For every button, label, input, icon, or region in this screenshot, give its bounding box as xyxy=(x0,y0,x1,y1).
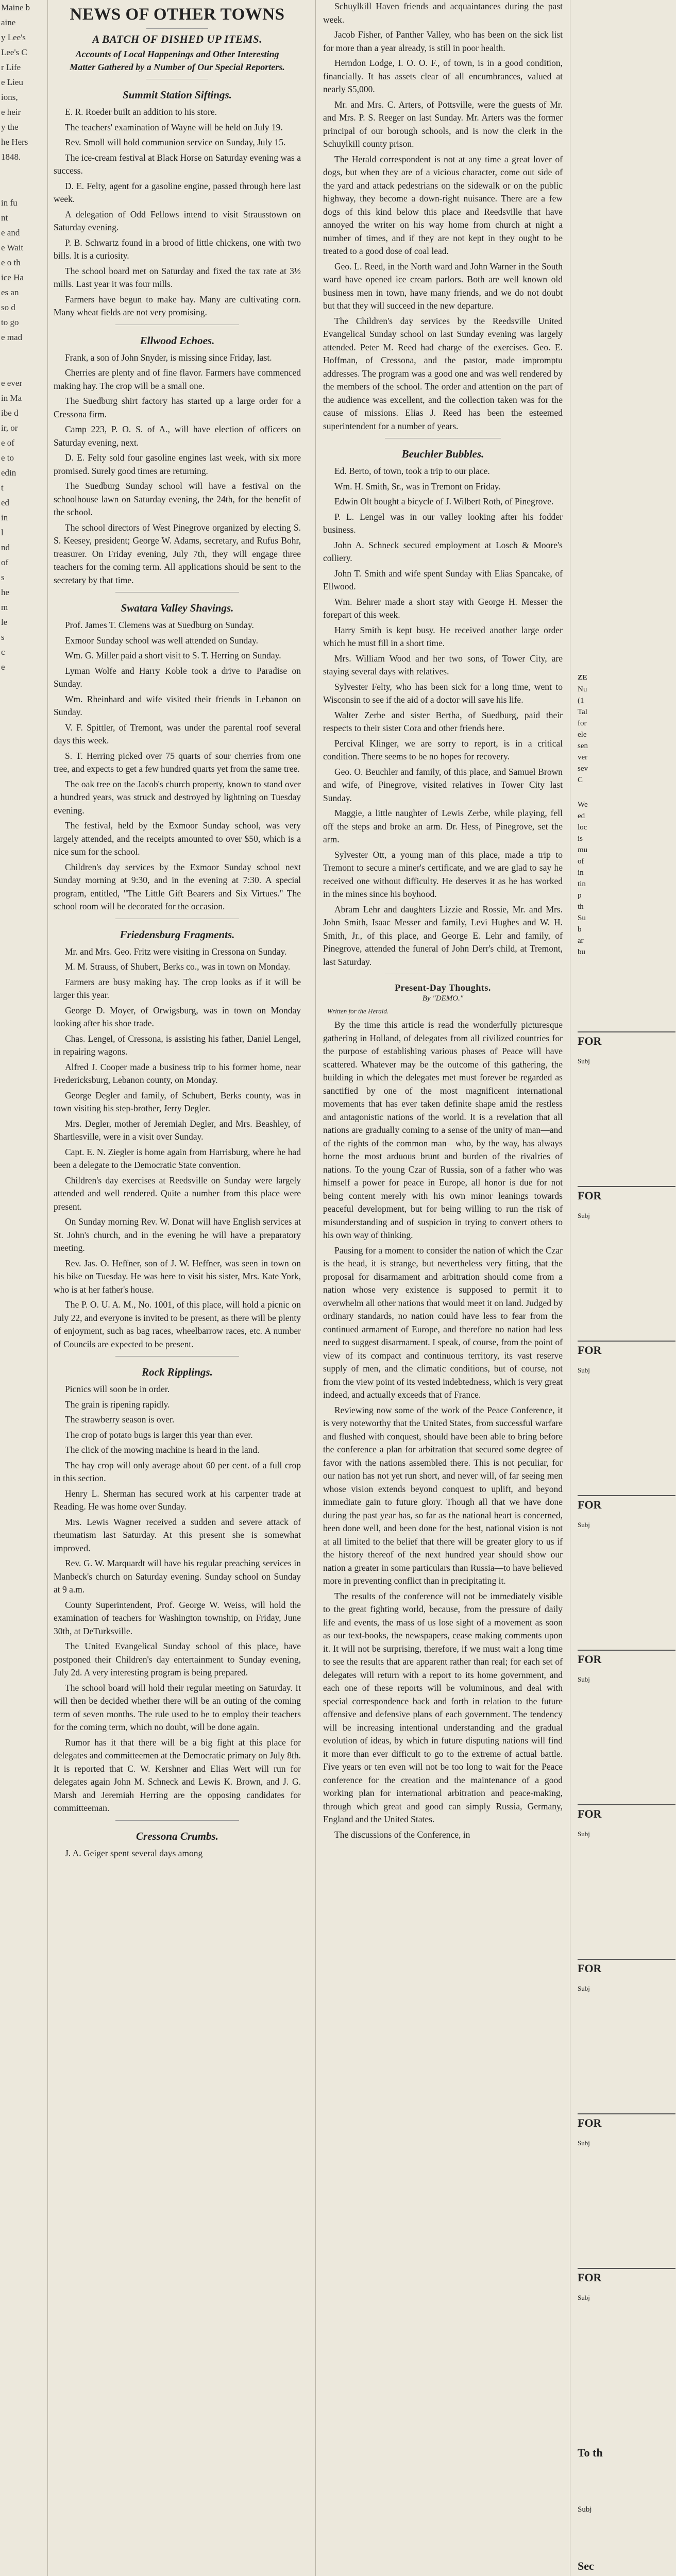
edge-fragment: he xyxy=(1,587,10,597)
cropped-text: (1 xyxy=(578,697,584,705)
notice-rule xyxy=(578,2113,675,2114)
column-3-cropped xyxy=(570,0,676,2576)
notice-subject: Subj xyxy=(578,1830,590,1838)
article-paragraph: The results of the conference will not be immediately visible to the great fighting world, because, from the pressure of daily life and events, the mass of us lose sight of a movement as soon as our text-books, the newspapers, cease making comments upon it. It will not be surprising, therefore, if we must wait a long time to see the results that are apparent rather than real; for each set of delegates will return with a report to its home government, and each one of these reports will be voluminous, and deal with special correspondence back and forth in relation to the future offensive and defensive plans of each government. The tendency will be increasing intentional understanding and the gradual evolution of ideas, by which in future disputing nations will find it more than ever difficult to go to the extreme of actual battle. Five years or ten even will not be too long to wait for the Peace conference for the creation and the maintenance of a good working plan for international arbitration and peace-making, through which great and good can simply Russia, Germany, England and the United States. xyxy=(323,1590,563,1824)
news-item: Herndon Lodge, I. O. O. F., of town, is in a good condition, financially. It has assets clear of all encumbrances, valued at nearly $5,000. xyxy=(323,58,563,94)
edge-fragment: l xyxy=(1,528,4,537)
cropped-text: To th xyxy=(578,2447,603,2459)
notice-heading: FOR xyxy=(578,1654,602,1665)
edge-fragment: c xyxy=(1,647,5,657)
news-item: Edwin Olt bought a bicycle of J. Wilbert Roth, of Pinegrove. xyxy=(334,496,554,506)
cropped-text: We xyxy=(578,801,588,809)
notice-rule xyxy=(578,1341,675,1342)
cropped-text: Su xyxy=(578,914,586,922)
news-item: Walter Zerbe and sister Bertha, of Suedburg, paid their respects to their sister Cora and other friends here. xyxy=(323,709,563,733)
news-item: Henry L. Sherman has secured work at his carpenter trade at Reading. He was home over Sunday. xyxy=(54,1488,301,1512)
news-item: The strawberry season is over. xyxy=(65,1414,175,1425)
news-item: On Sunday morning Rev. W. Donat will have English services at St. John's church, and in the evening he will have a preparatory meeting. xyxy=(54,1216,301,1253)
edge-fragment: ice Ha xyxy=(1,273,24,282)
news-item: E. R. Roeder built an addition to his store. xyxy=(65,107,217,117)
previous-column-edge xyxy=(0,0,48,2576)
notice-heading: FOR xyxy=(578,1345,602,1356)
cropped-text: sev xyxy=(578,765,588,773)
news-item: Prof. James T. Clemens was at Suedburg on Sunday. xyxy=(65,620,254,630)
article-paragraph: The discussions of the Conference, in xyxy=(334,1829,470,1840)
news-item: The oak tree on the Jacob's church property, known to stand over a hundred years, was struck and destroyed by lightning on Tuesday evening. xyxy=(54,778,301,816)
news-item: Children's day exercises at Reedsville on Sunday were largely attended and well rendered. Quite a number from this place were present. xyxy=(54,1175,301,1212)
cropped-text: bu xyxy=(578,948,585,956)
news-item: Maggie, a little naughter of Lewis Zerbe, while playing, fell off the steps and broke an arm. Dr. Hess, of Pinegrove, set the arm. xyxy=(323,808,563,844)
edge-fragment: in Ma xyxy=(1,393,22,403)
news-item: Rumor has it that there will be a big fight at this place for delegates and committeemen at the Democratic primary on July 8th. It is reported that C. W. Kershner and Elias Wert will run for delegates again John M. Schneck and Lewis K. Brown, and J. G. Marsh and Jeremiah Herring are the opposing candidates for committeeman. xyxy=(54,1737,301,1813)
news-item: Capt. E. N. Ziegler is home again from Harrisburg, where he had been a delegate to the Democratic State convention. xyxy=(54,1146,301,1170)
news-item: S. T. Herring picked over 75 quarts of sour cherries from one tree, and expects to get a few hundred quarts yet from the same tree. xyxy=(54,750,301,774)
section-heading: Friedensburg Fragments. xyxy=(120,928,235,941)
news-item: D. E. Felty, agent for a gasoline engine, passed through here last week. xyxy=(54,180,301,204)
cropped-text: ed xyxy=(578,812,585,820)
section-heading: Beuchler Bubbles. xyxy=(401,448,484,460)
edge-fragment: e and xyxy=(1,228,20,238)
section-heading: Swatara Valley Shavings. xyxy=(121,602,234,614)
article-byline: By "DEMO." xyxy=(422,994,464,1003)
news-item: Harry Smith is kept busy. He received another large order which he must fill in a short time. xyxy=(323,624,563,648)
news-item: The school directors of West Pinegrove organized by electing S. S. Keesey, president; George W. Adams, secretary, and Rufus Bohr, treasurer. On Friday evening, July 7th, they will engage three teachers for the coming term. All applications should be sent to the secretary by that time. xyxy=(54,522,301,585)
edge-fragment: t xyxy=(1,483,4,493)
edge-fragment: aine xyxy=(1,18,16,27)
article-body xyxy=(323,1019,563,1841)
edge-fragment: e xyxy=(1,662,5,672)
news-item: George Degler and family, of Schubert, Berks county, was in town visiting his step-brother, Jerry Degler. xyxy=(54,1090,301,1113)
cropped-text: is xyxy=(578,835,583,843)
cropped-text: C xyxy=(578,776,583,784)
news-item: Rev. Jas. O. Heffner, son of J. W. Heffner, was seen in town on his bike on Tuesday. He was here to visit his sister, Mrs. Kate York, who is at her father's house. xyxy=(54,1258,301,1295)
news-item: J. A. Geiger spent several days among xyxy=(65,1848,203,1858)
news-item: Sylvester Felty, who has been sick for a long time, went to Wisconsin to see if the aid of a doctor will save his life. xyxy=(323,681,563,705)
news-item: Camp 223, P. O. S. of A., will have election of officers on Saturday evening, next. xyxy=(54,424,301,448)
news-item: The teachers' examination of Wayne will be held on July 19. xyxy=(65,122,283,132)
news-item: Mr. and Mrs. Geo. Fritz were visiting in Cressona on Sunday. xyxy=(65,946,287,957)
headline-deck: Accounts of Local Happenings and Other Interesting Matter Gathered by a Number of Our Special Reporters. xyxy=(70,49,285,72)
cropped-text: ele xyxy=(578,731,587,739)
news-item: The United Evangelical Sunday school of this place, have postponed their Children's day entertainment to Sunday evening, July 2d. A very interesting program is being prepared. xyxy=(54,1641,301,1677)
cropped-text: of xyxy=(578,857,584,866)
cropped-text: mu xyxy=(578,846,588,854)
news-item: Mrs. Degler, mother of Jeremiah Degler, and Mrs. Beashley, of Shartlesville, were in a visit over Sunday. xyxy=(54,1118,301,1142)
edge-fragment: in fu xyxy=(1,198,18,208)
news-item: The grain is ripening rapidly. xyxy=(65,1399,170,1410)
news-item: Wm. Behrer made a short stay with George H. Messer the forepart of this week. xyxy=(323,596,563,620)
notice-rule xyxy=(578,1186,675,1187)
notice-heading: FOR xyxy=(578,2117,602,2129)
edge-fragment: Maine b xyxy=(1,3,30,12)
edge-fragment: e Wait xyxy=(1,243,24,252)
cropped-text: th xyxy=(578,903,584,911)
news-item: The P. O. U. A. M., No. 1001, of this place, will hold a picnic on July 22, and everyone is invited to be present, as there will be plenty of enjoyment, such as bag races, wheelbarrow races, etc. A number of Councils are expected to be present. xyxy=(54,1299,301,1349)
edge-fragment: ir, or xyxy=(1,423,18,433)
news-item: Children's day services by the Exmoor Sunday school next Sunday morning at 9:30, and in the evening at 7:30. A special program, entitled, "The Little Gift Bearers and Six Virtues." The school room will be decorated for the occasion. xyxy=(54,861,301,911)
notice-rule xyxy=(578,2268,675,2269)
cropped-text: Nu xyxy=(578,685,587,693)
edge-fragment: s xyxy=(1,632,5,642)
news-item: Jacob Fisher, of Panther Valley, who has been on the sick list for more than a year already, is still in poor health. xyxy=(323,29,563,53)
divider xyxy=(115,1356,239,1357)
news-item: Wm. Rheinhard and wife visited their friends in Lebanon on Sunday. xyxy=(54,693,301,717)
notice-subject: Subj xyxy=(578,1057,590,1065)
news-item: The Suedburg Sunday school will have a festival on the schoolhouse lawn on Saturday evening, the 24th, for the benefit of the school. xyxy=(54,481,301,517)
edge-fragment: so d xyxy=(1,302,15,312)
news-item: Alfred J. Cooper made a business trip to his former home, near Fredericksburg, Lebanon county, on Monday. xyxy=(54,1061,301,1085)
cropped-text: ar xyxy=(578,937,584,945)
notice-rule xyxy=(578,1650,675,1651)
news-item: Frank, a son of John Snyder, is missing since Friday, last. xyxy=(65,352,272,363)
edge-fragment: ed xyxy=(1,498,10,507)
edge-fragment: e heir xyxy=(1,107,21,117)
cropped-text: b xyxy=(578,925,582,934)
news-item: The school board met on Saturday and fixed the tax rate at 3½ mills. Last year it was four mills. xyxy=(54,265,301,289)
edge-fragment: e ever xyxy=(1,378,23,388)
page-masthead: NEWS OF OTHER TOWNS xyxy=(70,5,285,24)
cropped-text: Tal xyxy=(578,708,587,716)
news-item: Percival Klinger, we are sorry to report, is in a critical condition. There seems to be no hopes for recovery. xyxy=(323,738,563,761)
cropped-text: loc xyxy=(578,823,587,832)
news-item: Farmers are busy making hay. The crop looks as if it will be larger this year. xyxy=(54,976,301,1000)
notice-rule xyxy=(578,1959,675,1960)
news-item: A delegation of Odd Fellows intend to visit Strausstown on Saturday evening. xyxy=(54,209,301,232)
notice-heading: FOR xyxy=(578,1190,602,1201)
edge-fragment: Lee's C xyxy=(1,47,27,57)
notice-heading: FOR xyxy=(578,1808,602,1820)
edge-fragment: e to xyxy=(1,453,14,463)
section-heading: Ellwood Echoes. xyxy=(140,334,215,347)
edge-fragment: e mad xyxy=(1,332,23,342)
notice-rule xyxy=(578,1031,675,1032)
news-item: V. F. Spittler, of Tremont, was under the parental roof several days this week. xyxy=(54,722,301,745)
news-item: The hay crop will only average about 60 per cent. of a full crop in this section. xyxy=(54,1460,301,1483)
edge-fragment: of xyxy=(1,557,9,567)
news-item: D. E. Felty sold four gasoline engines last week, with six more promised. Surely good times are returning. xyxy=(54,452,301,476)
notice-subject: Subj xyxy=(578,1521,590,1529)
news-item: The Suedburg shirt factory has started up a large order for a Cressona firm. xyxy=(54,396,301,419)
edge-fragment: ibe d xyxy=(1,408,19,418)
news-item: John A. Schneck secured employment at Losch & Moore's colliery. xyxy=(323,539,563,563)
notice-subject: Subj xyxy=(578,2139,590,2147)
news-item: County Superintendent, Prof. George W. Weiss, will hold the examination of teachers for Washington township, on Friday, June 30th, at DeTurksville. xyxy=(54,1599,301,1636)
news-item: Rev. Smoll will hold communion service on Sunday, July 15. xyxy=(65,137,286,147)
edge-fragment: s xyxy=(1,572,5,582)
edge-fragment: m xyxy=(1,602,8,612)
notice-subject: Subj xyxy=(578,1366,590,1374)
edge-fragment: y Lee's xyxy=(1,32,26,42)
news-item: Rev. G. W. Marquardt will have his regular preaching services in Manbeck's church on Saturday evening. Sunday school on Sunday at 9 a.m. xyxy=(54,1558,301,1595)
news-item: M. M. Strauss, of Shubert, Berks co., was in town on Monday. xyxy=(65,961,291,972)
edge-fragment: he Hers xyxy=(1,137,28,147)
news-item: Chas. Lengel, of Cressona, is assisting his father, Daniel Lengel, in repairing wagons. xyxy=(54,1033,301,1057)
news-item: Cherries are plenty and of fine flavor. Farmers have commenced making hay. The crop will be a small one. xyxy=(54,367,301,391)
edge-fragment: in xyxy=(1,513,8,522)
edge-fragment: r Life xyxy=(1,62,21,72)
cropped-text: Sec xyxy=(578,2561,594,2572)
news-item: John T. Smith and wife spent Sunday with Elias Spancake, of Ellwood. xyxy=(323,568,563,591)
cropped-text: sen xyxy=(578,742,588,750)
news-item: The ice-cream festival at Black Horse on Saturday evening was a success. xyxy=(54,152,301,176)
news-item: Mr. and Mrs. C. Arters, of Pottsville, were the guests of Mr. and Mrs. P. S. Reeger on last Sunday. Mr. Arters was the former principal of our borough schools, and is now the clerk in the Schuylkill county prison. xyxy=(323,99,563,149)
edge-fragment: es an xyxy=(1,287,19,297)
spacer xyxy=(0,164,47,195)
divider xyxy=(115,1820,239,1821)
article-title: Present-Day Thoughts. xyxy=(395,982,491,993)
article-credit: Written for the Herald. xyxy=(327,1007,389,1015)
news-item: Sylvester Ott, a young man of this place, made a trip to Tremont to secure a miner's certificate, and we are glad to say he received one without difficulty. He deserves it as he has worked in the mines since his boyhood. xyxy=(323,849,563,899)
edge-fragment: e of xyxy=(1,438,14,448)
notice-subject: Subj xyxy=(578,1675,590,1683)
news-item: Mrs. Lewis Wagner received a sudden and severe attack of rheumatism last Saturday. At this present she is somewhat improved. xyxy=(54,1516,301,1553)
spacer xyxy=(0,345,47,376)
notice-rule xyxy=(578,1495,675,1496)
cropped-text: Subj xyxy=(578,2505,592,2514)
edge-fragment: edin xyxy=(1,468,16,478)
edge-fragment: nd xyxy=(1,543,10,552)
news-item: Exmoor Sunday school was well attended on Sunday. xyxy=(65,635,259,646)
news-item: Schuylkill Haven friends and acquaintances during the past week. xyxy=(323,1,563,25)
edge-fragment: le xyxy=(1,617,8,627)
column-2 xyxy=(315,0,563,2576)
column-1 xyxy=(54,0,301,2576)
edge-fragment: nt xyxy=(1,213,8,223)
news-item: Wm. H. Smith, Sr., was in Tremont on Friday. xyxy=(334,481,501,492)
notice-subject: Subj xyxy=(578,2294,590,2301)
news-item: George D. Moyer, of Orwigsburg, was in town on Monday looking after his shoe trade. xyxy=(54,1005,301,1028)
edge-fragment: 1848. xyxy=(1,152,21,162)
news-item: P. L. Lengel was in our valley looking after his fodder business. xyxy=(323,511,563,535)
col2-lead-paras xyxy=(323,0,563,433)
news-item: The click of the mowing machine is heard in the land. xyxy=(65,1445,260,1455)
notice-heading: FOR xyxy=(578,1963,602,1974)
article-paragraph: Reviewing now some of the work of the Peace Conference, it is very noteworthy that the United States, from successful warfare and flushed with conquest, should have been able to bring before the conference a plan for arbitration that secured some degree of favor with the nations assembled there. This is not peculiar, for our nation has not yet run short, and never will, of far seeing men whose vision extends beyond conquest to uplift, and beyond immediate gain to future glory. Though all that we have done during the past year has, so far as the national heart is concerned, been done well, and been done for the best, national vision is not at all limited to the belief that there will be greater glory to us if the history thereof of the next hundred year should show our nation a greater in some particulars than Russia—to have believed more in preventing conflict than in precipitating it. xyxy=(323,1404,563,1586)
cropped-text: in xyxy=(578,869,584,877)
cropped-text: ZE xyxy=(578,674,587,682)
col2-sections xyxy=(323,448,563,969)
notice-heading: FOR xyxy=(578,2272,602,2283)
article-paragraph: By the time this article is read the wonderfully picturesque gathering in Holland, of delegates from all civilized countries for the purpose of establishing various phases of Peace will have scattered. Whatever may be the outcome of this gathering, the building in which the delegates met must forever be regarded as sanctified by one of the most magnificent international movements that has ever taken definite shape amid the restless and antagonistic nations of the world. It is a revelation that all nations are gradually coming to a sense of the unity of man—and of the rights of the common man—who, by the way, has always borne the most arduous brunt and burden of the rivalries of nations. To the young Czar of Russia, son of a father who was himself a power for peace in Europe, all honor is due for not being content merely with his own minor leanings towards peaceful development, but for being willing to run the risk of misunderstanding and of suspicion in trying to convert others to his own way of thinking. xyxy=(323,1020,563,1240)
news-item: Lyman Wolfe and Harry Koble took a drive to Paradise on Sunday. xyxy=(54,665,301,689)
cropped-text: tin xyxy=(578,880,586,888)
news-item: Ed. Berto, of town, took a trip to our place. xyxy=(334,466,490,476)
news-item: Abram Lehr and daughters Lizzie and Rossie, Mr. and Mrs. John Smith, Isaac Messer and family, Levi Hughes and W. H. Smith, Jr., of this place, and George E. Lehr and family, of Pinegrove, attended the funeral of John Derr's child, at Tremont, last Saturday. xyxy=(323,904,563,967)
col1-sections xyxy=(54,89,301,1860)
notice-heading: FOR xyxy=(578,1036,602,1047)
edge-fragment: to go xyxy=(1,317,19,327)
divider xyxy=(146,28,208,29)
news-item: The school board will hold their regular meeting on Saturday. It will then be decided whether there will be an outing of the coming term of seven months. The rule used to be to employ their teachers for the coming term, which no doubt, will be done again. xyxy=(54,1682,301,1732)
news-item: Geo. L. Reed, in the North ward and John Warner in the South ward have opened ice cream parlors. Both are well known old business men in town, have many friends, and we do not doubt but that they will succeed in the new departure. xyxy=(323,261,563,311)
edge-fragment: e o th xyxy=(1,258,21,267)
notice-subject: Subj xyxy=(578,1212,590,1219)
cropped-text: ver xyxy=(578,753,588,761)
news-item: Picnics will soon be in order. xyxy=(65,1384,170,1394)
notice-subject: Subj xyxy=(578,1985,590,1992)
news-item: The crop of potato bugs is larger this year than ever. xyxy=(65,1429,253,1440)
news-item: The Herald correspondent is not at any time a great lover of dogs, but when they are of a vicious character, come out side of the yard and attack pedestrians on the sidewalk or on the public highway, they become a down-right nuisance. There are a few dogs of this kind below this place and Reedsville that have annoyed the writer on his way home from church at night a number of times, and if they are not kept in they ought to be treated to a good dose of coal lead. xyxy=(323,154,563,256)
news-item: Farmers have begun to make hay. Many are cultivating corn. Many wheat fields are not very promising. xyxy=(54,294,301,317)
article-paragraph: Pausing for a moment to consider the nation of which the Czar is the head, it is strange, but nevertheless very fitting, that the proposal for disarmament and arbitration should come from a nation whose very existence is supposed to permit it to overwhelm all other nations that would meet it on land. Judged by ordinary standards, no nation could have less to fear from the continued armament of Europe, and therefore no nation had less need to suggest disarmament. I speak, of course, from the point of view of its compact and continuous territory, its vast reserve supply of men, and the climatic conditions, but of course, not from the view point of its vested indebtedness, which is very great indeed, and actually exceeds that of France. xyxy=(323,1245,563,1400)
cropped-text: p xyxy=(578,891,582,900)
edge-fragment: e Lieu xyxy=(1,77,23,87)
section-heading: Cressona Crumbs. xyxy=(136,1829,218,1842)
section-headline: A BATCH OF DISHED UP ITEMS. xyxy=(92,33,262,45)
edge-fragment: ions, xyxy=(1,92,18,102)
news-item: Geo. O. Beuchler and family, of this place, and Samuel Brown and wife, of Pinegrove, visited relatives in Tower City last Sunday. xyxy=(323,766,563,803)
cropped-text: for xyxy=(578,719,587,727)
notice-heading: FOR xyxy=(578,1499,602,1511)
news-item: Wm. G. Miller paid a short visit to S. T. Herring on Sunday. xyxy=(65,650,281,660)
news-item: Mrs. William Wood and her two sons, of Tower City, are staying several days with relatives. xyxy=(323,653,563,676)
section-heading: Rock Ripplings. xyxy=(142,1366,213,1378)
section-heading: Summit Station Siftings. xyxy=(123,89,232,101)
news-item: P. B. Schwartz found in a brood of little chickens, one with two bills. It is a curiosity. xyxy=(54,237,301,261)
news-item: The Children's day services by the Reedsville United Evangelical Sunday school on last Sunday evening was largely attended. Peter M. Reed had charge of the exercises. Geo. E. Hoffman, of Cressona, and the pastor, made impromptu addresses. The program was a good one and was well rendered by the members of the school. The order and attention on the part of the audience was excellent, and the collection taken was for the cause of missions. Elias J. Reed has been the esteemed superintendent for a number of years. xyxy=(323,315,563,431)
news-item: The festival, held by the Exmoor Sunday school, was very largely attended, and the receipts amounted to over $50, which is a nice sum for the school. xyxy=(54,820,301,857)
edge-fragment: y the xyxy=(1,122,19,132)
notice-rule xyxy=(578,1804,675,1805)
